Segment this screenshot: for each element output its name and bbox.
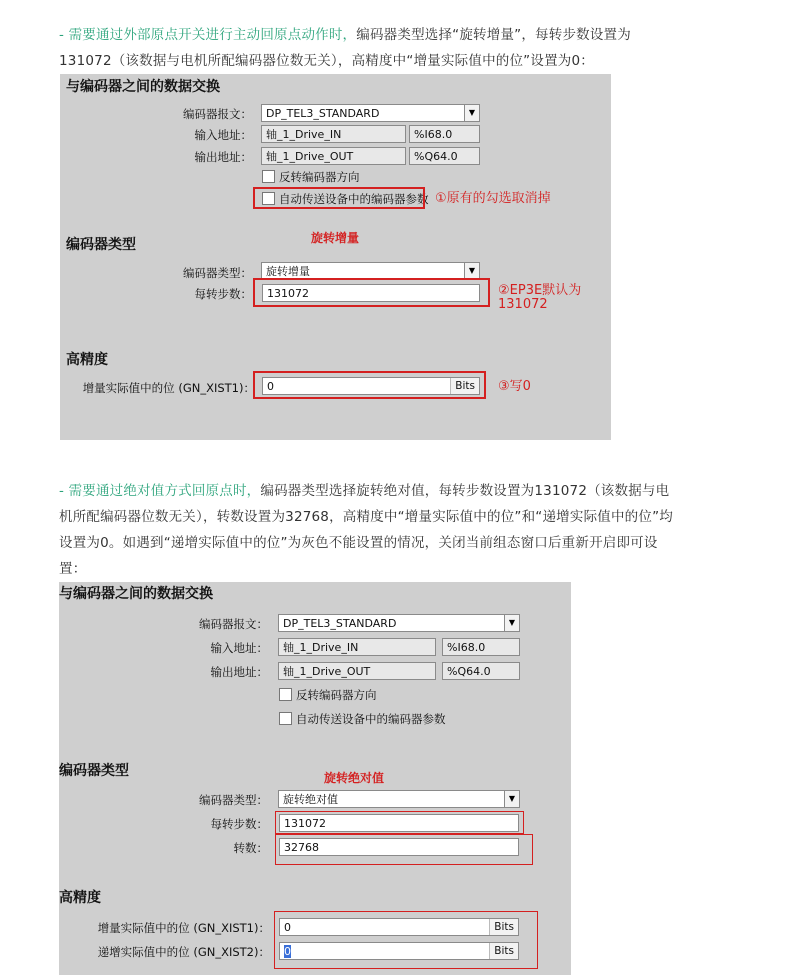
input-address-value-2: %I68.0 [442,638,520,656]
auto-transfer-checkbox-2[interactable] [279,711,446,727]
highlight-box-steps [253,278,490,307]
reverse-direction-label: 反转编码器方向 [279,170,360,184]
highlight-box-precision-2 [274,911,538,969]
steps-per-rev-input-2[interactable]: 131072 [279,814,519,832]
intro2-line-4: 置： [59,561,87,577]
encoder-type-label: 编码器类型： [183,266,252,280]
encoder-type-value: 旋转增量 [266,265,310,278]
annotation-write-zero: ③写0 [498,379,531,394]
intro2-line-3: 设置为0。如遇到“递增实际值中的位”为灰色不能设置的情况，关闭当前组态窗口后重新开启即可设 [59,535,658,551]
intro-highlight: - 需要通过外部原点开关进行主动回原点动作时， [59,27,357,43]
highlight-box-turns [275,834,533,865]
annotation-default-line2: 131072 [498,297,548,312]
xist1-value-2: 0 [284,921,291,934]
intro-paragraph-1 [59,22,749,74]
turns-label: 转数： [233,841,268,855]
section-title-data-exchange: 与编码器之间的数据交换 [66,79,220,95]
telegram-label-2: 编码器报文： [199,617,268,631]
checkbox-box[interactable] [262,170,275,183]
intro-line-2: 131072（该数据与电机所配编码器位数无关），高精度中“增量实际值中的位”设置为0： [59,53,594,69]
output-address-name: 轴_1_Drive_OUT [261,147,406,165]
xist1-label: 增量实际值中的位 (GN_XIST1)： [82,381,255,395]
auto-transfer-label: 自动传送设备中的编码器参数 [279,192,429,206]
intro2-line-2: 机所配编码器位数无关），转数设置为32768，高精度中“增量实际值中的位”和“递增实际值中的位”均 [59,509,673,525]
annotation-encoder-type-2: 旋转绝对值 [324,771,385,785]
highlight-box-auto-transfer [253,187,425,209]
chevron-down-icon[interactable]: ▼ [464,263,479,279]
auto-transfer-label-2: 自动传送设备中的编码器参数 [296,712,446,726]
annotation-uncheck: ①原有的勾选取消掉 [435,191,551,206]
xist1-label-2: 增量实际值中的位 (GN_XIST1)： [97,921,270,935]
chevron-down-icon[interactable]: ▼ [504,791,519,807]
encoder-type-value-2: 旋转绝对值 [283,793,338,806]
output-address-label: 输出地址： [194,150,252,164]
intro-text: 编码器类型选择“旋转增量”，每转步数设置为 [356,27,631,43]
input-address-name-2: 轴_1_Drive_IN [278,638,436,656]
steps-per-rev-label-2: 每转步数： [210,817,268,831]
xist1-value: 0 [267,380,274,393]
chevron-down-icon[interactable]: ▼ [464,105,479,121]
intro-line-1 [59,22,749,48]
highlight-box-steps-2 [275,811,524,834]
telegram-value-2: DP_TEL3_STANDARD [283,617,397,630]
section-title-encoder-type-2: 编码器类型 [59,763,129,779]
output-address-name-2: 轴_1_Drive_OUT [278,662,436,680]
input-address-name: 轴_1_Drive_IN [261,125,406,143]
annotation-encoder-type: 旋转增量 [311,231,360,245]
intro2-highlight: - 需要通过绝对值方式回原点时， [59,483,261,499]
intro2-text: 编码器类型选择旋转绝对值，每转步数设置为131072（该数据与电 [260,483,670,499]
output-address-value: %Q64.0 [409,147,480,165]
reverse-direction-checkbox[interactable] [262,169,360,185]
section-title-precision-2: 高精度 [59,890,101,906]
section-title-encoder-type: 编码器类型 [66,237,136,253]
xist2-value: 0 [284,945,291,958]
intro2-line-1 [59,478,749,504]
encoder-type-select-2[interactable] [278,790,520,808]
unit-label: Bits [489,943,518,959]
telegram-select-2[interactable] [278,614,520,632]
input-address-label-2: 输入地址： [210,641,268,655]
turns-input[interactable]: 32768 [279,838,519,856]
telegram-value: DP_TEL3_STANDARD [266,107,380,120]
chevron-down-icon[interactable]: ▼ [504,615,519,631]
unit-label: Bits [489,919,518,935]
checkbox-box[interactable] [279,688,292,701]
highlight-box-xist1 [253,371,486,399]
xist2-label: 递增实际值中的位 (GN_XIST2)： [97,945,270,959]
unit-label: Bits [450,378,479,394]
annotation-default-line1: ②EP3E默认为 [498,283,582,298]
section-title-data-exchange-2: 与编码器之间的数据交换 [59,586,213,602]
steps-per-rev-input[interactable]: 131072 [262,284,480,302]
telegram-label: 编码器报文： [183,107,252,121]
encoder-type-label-2: 编码器类型： [199,793,268,807]
telegram-select[interactable] [261,104,480,122]
reverse-direction-checkbox-2[interactable] [279,687,377,703]
section-title-precision: 高精度 [66,352,108,368]
intro-paragraph-2 [59,478,749,582]
reverse-direction-label-2: 反转编码器方向 [296,688,377,702]
output-address-value-2: %Q64.0 [442,662,520,680]
steps-per-rev-label: 每转步数： [194,287,252,301]
annotation-default-steps [498,284,581,312]
output-address-label-2: 输出地址： [210,665,268,679]
checkbox-box[interactable] [279,712,292,725]
input-address-value: %I68.0 [409,125,480,143]
input-address-label: 输入地址： [194,128,252,142]
